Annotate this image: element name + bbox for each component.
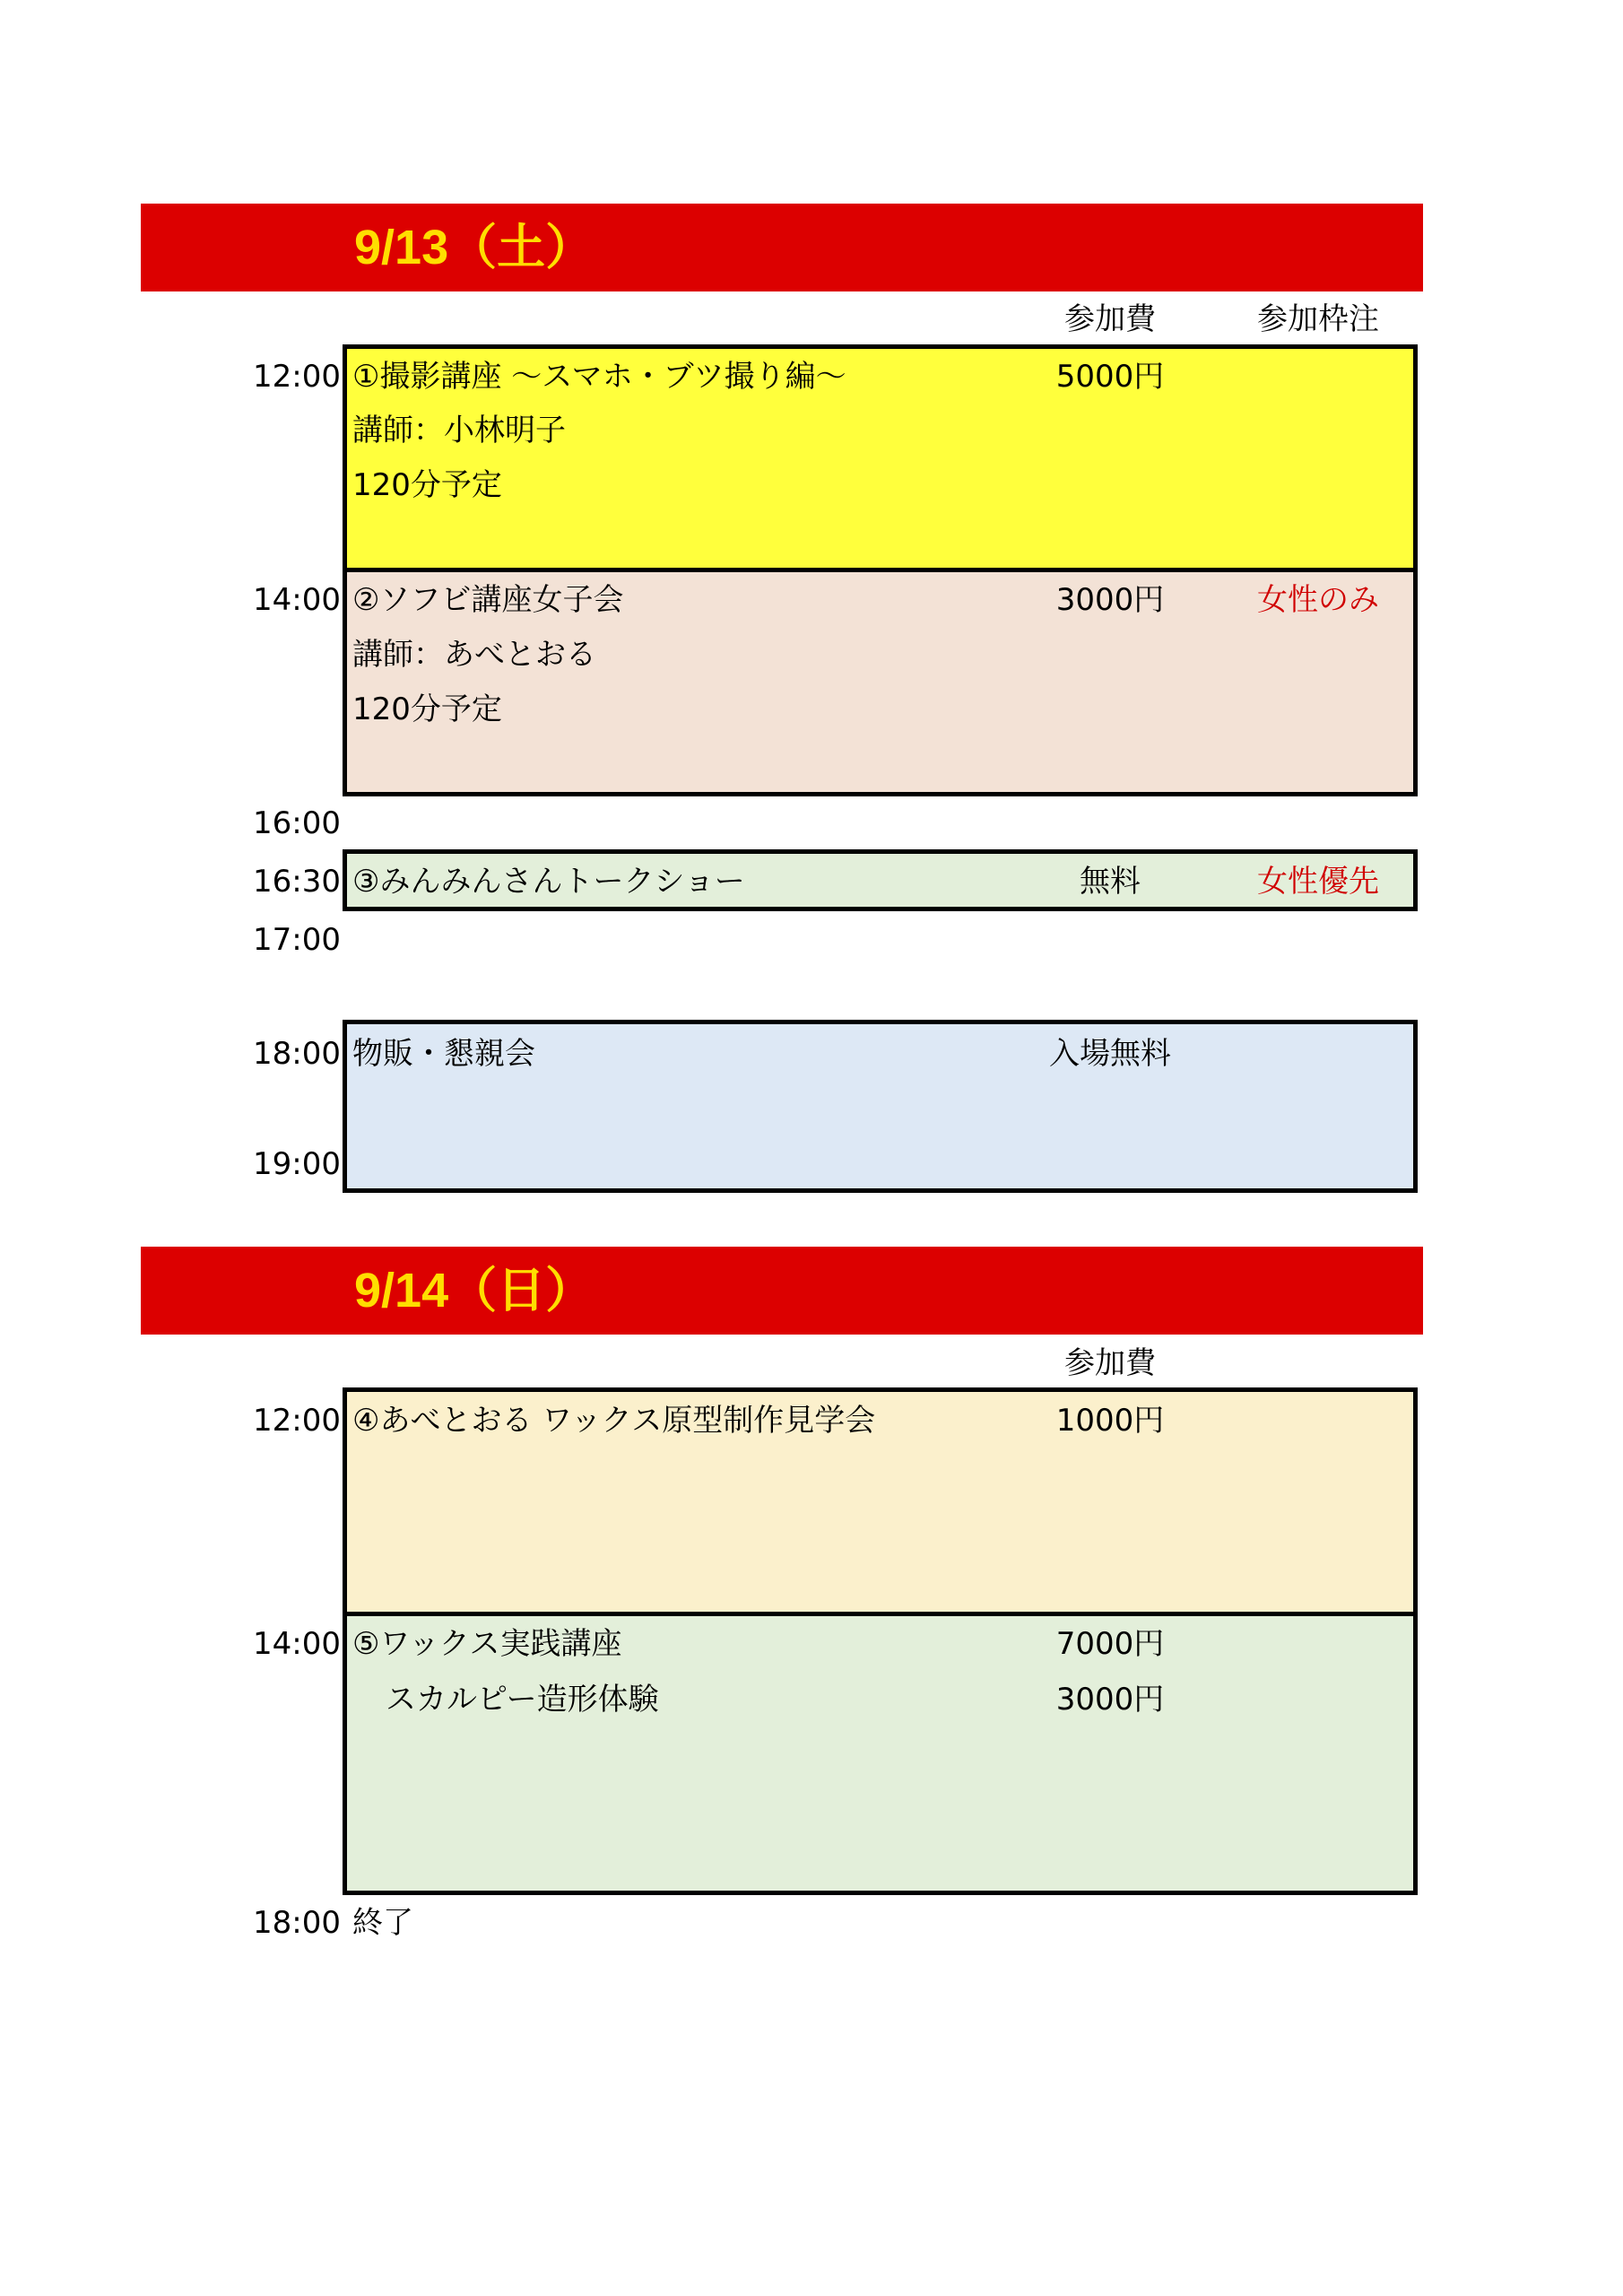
session-title: ②ソフビ講座女子会 xyxy=(352,582,624,618)
day-banner-0914 xyxy=(141,1247,1423,1335)
session-note: 女性優先 xyxy=(1257,864,1379,900)
session-fee: 1000円 xyxy=(1055,1403,1165,1439)
session-fee: 3000円 xyxy=(1055,582,1165,618)
time-label: 16:30 xyxy=(253,864,341,900)
session-subtitle: スカルピー造形体験 xyxy=(386,1682,659,1718)
session-fee: 入場無料 xyxy=(1049,1036,1171,1072)
day-banner-0913 xyxy=(141,204,1423,291)
time-label: 16:00 xyxy=(253,805,341,841)
time-label: 19:00 xyxy=(253,1146,341,1182)
time-label: 18:00 xyxy=(253,1036,341,1072)
session-title: ⑤ワックス実践講座 xyxy=(352,1626,622,1662)
time-label: 17:00 xyxy=(253,922,341,958)
session-title: ③みんみんさんトークショー xyxy=(352,864,745,900)
end-label: 終了 xyxy=(352,1905,413,1941)
session-separator xyxy=(343,1612,1418,1616)
column-header-fee: 参加費 xyxy=(1064,1345,1156,1381)
session-separator xyxy=(343,568,1418,572)
session-instructor: 講師：小林明子 xyxy=(352,413,566,448)
session-fee: 5000円 xyxy=(1055,359,1165,395)
session-instructor: 講師：あべとおる xyxy=(352,637,596,673)
time-label: 14:00 xyxy=(253,582,341,618)
session-duration: 120分予定 xyxy=(352,467,502,503)
session-note: 女性のみ xyxy=(1257,582,1379,618)
column-header-note: 参加枠注 xyxy=(1257,301,1379,337)
session-fee: 無料 xyxy=(1080,864,1141,900)
time-label: 18:00 xyxy=(253,1905,341,1941)
day-title: 9/13（土） xyxy=(354,221,595,274)
session-title: ①撮影講座 〜スマホ・ブツ撮り編〜 xyxy=(352,359,846,395)
session-duration: 120分予定 xyxy=(352,691,502,727)
session-title: 物販・懇親会 xyxy=(352,1036,535,1072)
time-label: 12:00 xyxy=(253,1403,341,1439)
session-fee: 7000円 xyxy=(1055,1626,1165,1662)
session-title: ④あべとおる ワックス原型制作見学会 xyxy=(352,1403,876,1439)
day-title: 9/14（日） xyxy=(354,1264,595,1318)
session-fee-2: 3000円 xyxy=(1055,1682,1165,1718)
column-header-fee: 参加費 xyxy=(1064,301,1156,337)
time-label: 14:00 xyxy=(253,1626,341,1662)
time-label: 12:00 xyxy=(253,359,341,395)
